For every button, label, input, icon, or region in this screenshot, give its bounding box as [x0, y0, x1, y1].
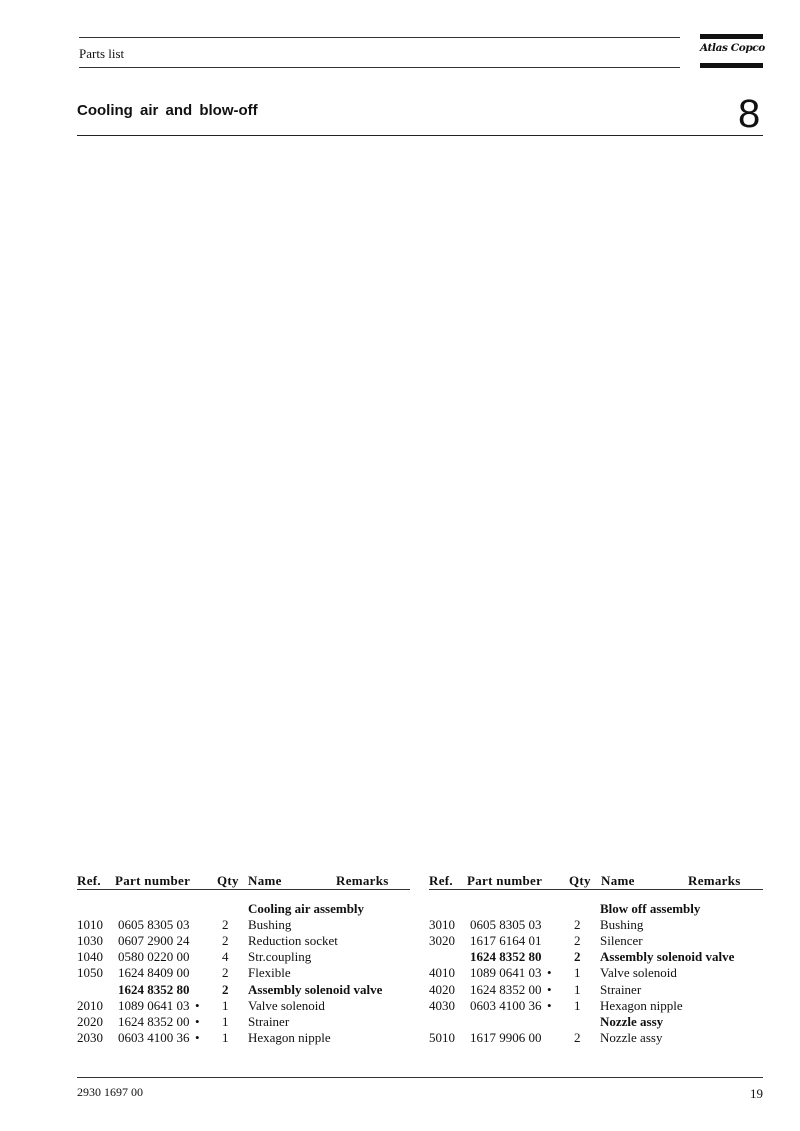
- col-ref: Ref.: [77, 873, 101, 888]
- cell-name: Valve solenoid: [248, 997, 325, 1013]
- cell-qty: 1: [574, 997, 581, 1013]
- cell-name: Bushing: [248, 917, 292, 933]
- cell-part-number: 0603 4100 36: [118, 1029, 190, 1045]
- cell-ref: 2030: [77, 1029, 103, 1045]
- cell-name: Silencer: [600, 933, 643, 949]
- cell-name: Assembly solenoid valve: [248, 981, 383, 997]
- cell-part-number: 1617 9906 00: [470, 1029, 542, 1045]
- cell-part-number: 1624 8352 00: [118, 1013, 190, 1029]
- footer-rule: [77, 1077, 763, 1078]
- cell-ref: 3010: [429, 917, 455, 933]
- atlas-copco-logo: [700, 34, 763, 68]
- cell-part-number: 0603 4100 36: [470, 997, 542, 1013]
- section-title: Cooling air and blow-off: [77, 102, 258, 119]
- col-name: Name: [601, 873, 635, 888]
- section-rule: [77, 135, 763, 136]
- cell-name: Str.coupling: [248, 949, 312, 965]
- cell-qty: 2: [222, 965, 229, 981]
- cell-qty: 1: [574, 981, 581, 997]
- cell-ref: 3020: [429, 933, 455, 949]
- header-rule-bottom: [79, 67, 680, 68]
- col-part-number: Part number: [467, 873, 543, 888]
- cell-name: Nozzle assy: [600, 1013, 664, 1029]
- logo-bar-top: [700, 34, 763, 39]
- section-number: 8: [738, 92, 761, 136]
- cell-qty: 2: [574, 917, 581, 933]
- col-ref: Ref.: [429, 873, 453, 888]
- cell-part-number: 0605 8305 03: [470, 917, 542, 933]
- cell-ref: 1030: [77, 933, 103, 949]
- cell-ref: 2010: [77, 997, 103, 1013]
- cell-name: Hexagon nipple: [248, 1029, 331, 1045]
- cell-name: Nozzle assy: [600, 1029, 663, 1045]
- cell-part-number: 0607 2900 24: [118, 933, 190, 949]
- cell-qty: 2: [574, 1029, 581, 1045]
- footer-doc-number: 2930 1697 00: [77, 1085, 143, 1099]
- col-part-number: Part number: [115, 873, 191, 888]
- cell-part-number: 1624 8352 00: [470, 981, 542, 997]
- cell-name: Assembly solenoid valve: [600, 949, 735, 965]
- cell-qty: 4: [222, 949, 229, 965]
- col-remarks: Remarks: [688, 873, 741, 888]
- cell-ref: 4030: [429, 997, 455, 1013]
- cell-name: Cooling air assembly: [248, 901, 365, 916]
- col-remarks: Remarks: [336, 873, 389, 888]
- cell-ref: 1010: [77, 917, 103, 933]
- cell-ref: 2020: [77, 1013, 103, 1029]
- cell-ref: 5010: [429, 1029, 455, 1045]
- logo-bar-bottom: [700, 63, 763, 68]
- logo-text: Atlas Copco: [700, 42, 765, 54]
- cell-part-number: 1624 8409 00: [118, 965, 190, 981]
- table-header-rule-left: [77, 889, 410, 890]
- cell-qty: 2: [574, 949, 581, 965]
- header-rule-top: [79, 37, 680, 38]
- cell-part-number: 0605 8305 03: [118, 917, 190, 933]
- cell-qty: 1: [574, 965, 581, 981]
- cell-part-number: 1624 8352 80: [470, 949, 542, 965]
- footer-page-number: 19: [750, 1086, 763, 1101]
- cell-ref: 1050: [77, 965, 103, 981]
- cell-name: Strainer: [600, 981, 642, 997]
- header-label: Parts list: [79, 46, 125, 61]
- cell-qty: 2: [222, 981, 229, 997]
- cell-qty: 2: [222, 933, 229, 949]
- cell-qty: 1: [222, 1029, 229, 1045]
- table-header-rule-right: [429, 889, 763, 890]
- cell-part-number: 1089 0641 03: [470, 965, 542, 981]
- cell-part-number: 1617 6164 01: [470, 933, 542, 949]
- cell-bullet: •: [547, 965, 552, 981]
- cell-bullet: •: [195, 1013, 200, 1029]
- cell-bullet: •: [195, 1029, 200, 1045]
- cell-bullet: •: [547, 997, 552, 1013]
- cell-bullet: •: [547, 981, 552, 997]
- cell-name: Flexible: [248, 965, 291, 981]
- cell-ref: 1040: [77, 949, 103, 965]
- cell-qty: 2: [222, 917, 229, 933]
- cell-bullet: •: [195, 997, 200, 1013]
- cell-name: Strainer: [248, 1013, 290, 1029]
- cell-qty: 2: [574, 933, 581, 949]
- cell-qty: 1: [222, 1013, 229, 1029]
- cell-name: Reduction socket: [248, 933, 338, 949]
- cell-name: Blow off assembly: [600, 901, 701, 916]
- cell-part-number: 1089 0641 03: [118, 997, 190, 1013]
- cell-qty: 1: [222, 997, 229, 1013]
- cell-ref: 4010: [429, 965, 455, 981]
- cell-part-number: 1624 8352 80: [118, 981, 190, 997]
- cell-name: Bushing: [600, 917, 644, 933]
- cell-name: Valve solenoid: [600, 965, 677, 981]
- cell-name: Hexagon nipple: [600, 997, 683, 1013]
- cell-part-number: 0580 0220 00: [118, 949, 190, 965]
- col-qty: Qty: [217, 873, 239, 888]
- cell-ref: 4020: [429, 981, 455, 997]
- col-qty: Qty: [569, 873, 591, 888]
- col-name: Name: [248, 873, 282, 888]
